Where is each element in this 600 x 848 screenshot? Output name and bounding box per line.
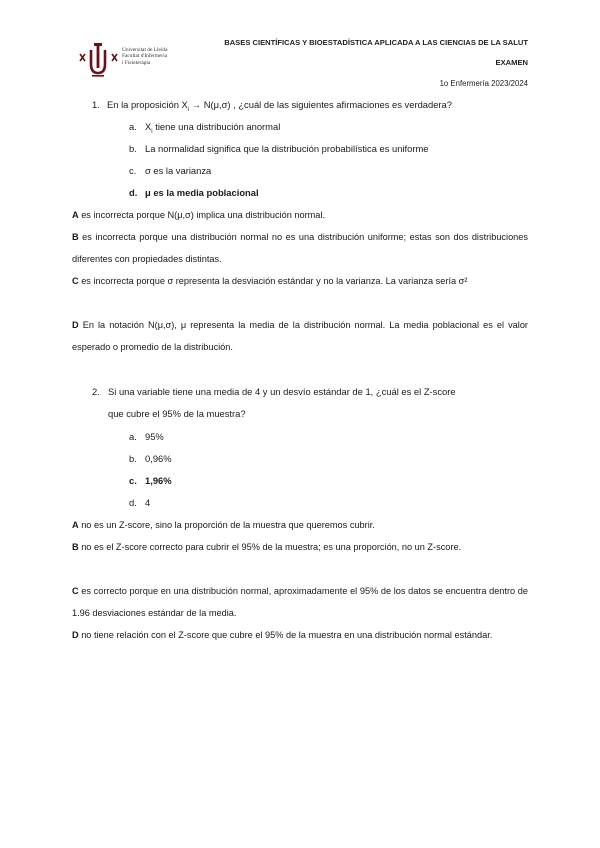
option-text: X [145, 121, 152, 132]
explanation-text: es incorrecta porque una distribución normal no es una distribución uniforme; estas son dos distribuciones diferentes con propiedades distintas. [72, 232, 528, 264]
explanation-key: D [72, 320, 79, 330]
option-letter: c. [129, 475, 137, 486]
question-number: 1. [92, 99, 100, 110]
question-number: 2. [92, 386, 100, 397]
q1-explanation-a [72, 204, 528, 226]
q2-explanation-b [72, 536, 528, 558]
explanation-text: no es un Z-score, sino la proporción de la muestra que queremos cubrir. [78, 520, 375, 530]
university-crest-icon [76, 40, 120, 80]
explanation-key: A [72, 210, 79, 220]
q1-explanation-c [72, 270, 528, 292]
option-text: 0,96% [145, 453, 172, 464]
option-letter: d. [129, 497, 137, 508]
subscript: i [187, 106, 190, 113]
q1-explanation-b [72, 226, 528, 270]
explanation-key: D [72, 630, 79, 640]
question-text: → N(μ,σ) , ¿cuál de las siguientes afirmaciones es verdadera? [189, 99, 452, 110]
option-text: μ es la media poblacional [145, 187, 259, 198]
option-letter: b. [129, 453, 137, 464]
question-text: En la proposición X [107, 99, 188, 110]
explanation-key: B [72, 542, 79, 552]
option-letter: a. [129, 431, 137, 442]
explanation-text: no es el Z-score correcto para cubrir el 95% de la muestra; es una proporción, no un Z-score. [78, 542, 462, 552]
explanation-text: es correcto porque en una distribución normal, aproximadamente el 95% de los datos se encuentra dentro de 1.96 desviaciones estándar de la media. [72, 586, 528, 618]
q2-option-c-correct [129, 475, 172, 486]
q1-explanation-d [72, 314, 528, 358]
institution-line: i Fisioteràpia [122, 59, 151, 66]
q2-option-d [129, 497, 150, 508]
q1-option-d-correct [129, 187, 259, 198]
option-text: σ es la varianza [145, 165, 212, 176]
explanation-text: es incorrecta porque N(μ,σ) implica una distribución normal. [78, 210, 326, 220]
option-text: 4 [145, 497, 151, 508]
q2-option-a [129, 431, 164, 442]
option-text: tiene una distribución anormal [152, 121, 281, 132]
option-letter: c. [129, 165, 137, 176]
q2-explanation-c [72, 580, 528, 624]
course-title: BASES CIENTÍFICAS Y BIOESTADÍSTICA APLICADA A LAS CIENCIAS DE LA SALUT [224, 38, 528, 47]
q2-option-b [129, 453, 172, 464]
q2-explanation-d [72, 624, 528, 646]
q1-option-a [129, 121, 280, 135]
explanation-key: C [72, 276, 79, 286]
exam-label: EXAMEN [495, 58, 528, 67]
course-year: 1o Enfermería 2023/2024 [439, 79, 528, 88]
explanation-text: es incorrecta porque σ representa la desviación estándar y no la varianza. La varianza sería σ² [78, 276, 468, 286]
question-text: que cubre el 95% de la muestra? [108, 408, 246, 419]
explanation-text: no tiene relación con el Z-score que cubre el 95% de la muestra en una distribución normal estándar. [78, 630, 493, 640]
institution-line: Facultat d'Infermeria [122, 53, 168, 60]
question-text: Si una variable tiene una media de 4 y un desvío estándar de 1, ¿cuál es el Z-score [108, 386, 456, 397]
institution-name [122, 47, 168, 66]
explanation-text: En la notación N(μ,σ), μ representa la media de la distribución normal. La media poblacional es el valor esperado o promedio de la distribución. [72, 320, 528, 352]
explanation-key: A [72, 520, 79, 530]
option-letter: b. [129, 143, 137, 154]
option-letter: a. [129, 121, 137, 132]
q1-option-c [129, 165, 211, 176]
q1-option-b [129, 143, 429, 154]
q2-explanation-a [72, 514, 528, 536]
subscript: i [151, 128, 153, 135]
question-2 [92, 381, 529, 425]
explanation-key: B [72, 232, 79, 242]
option-letter: d. [129, 187, 138, 198]
option-text: 1,96% [145, 475, 172, 486]
question-1 [92, 94, 452, 121]
university-logo [76, 40, 196, 80]
option-text: 95% [145, 431, 164, 442]
institution-line: Universitat de Lleida [122, 47, 168, 53]
option-text: La normalidad significa que la distribución probabilística es uniforme [145, 143, 429, 154]
explanation-key: C [72, 586, 79, 596]
